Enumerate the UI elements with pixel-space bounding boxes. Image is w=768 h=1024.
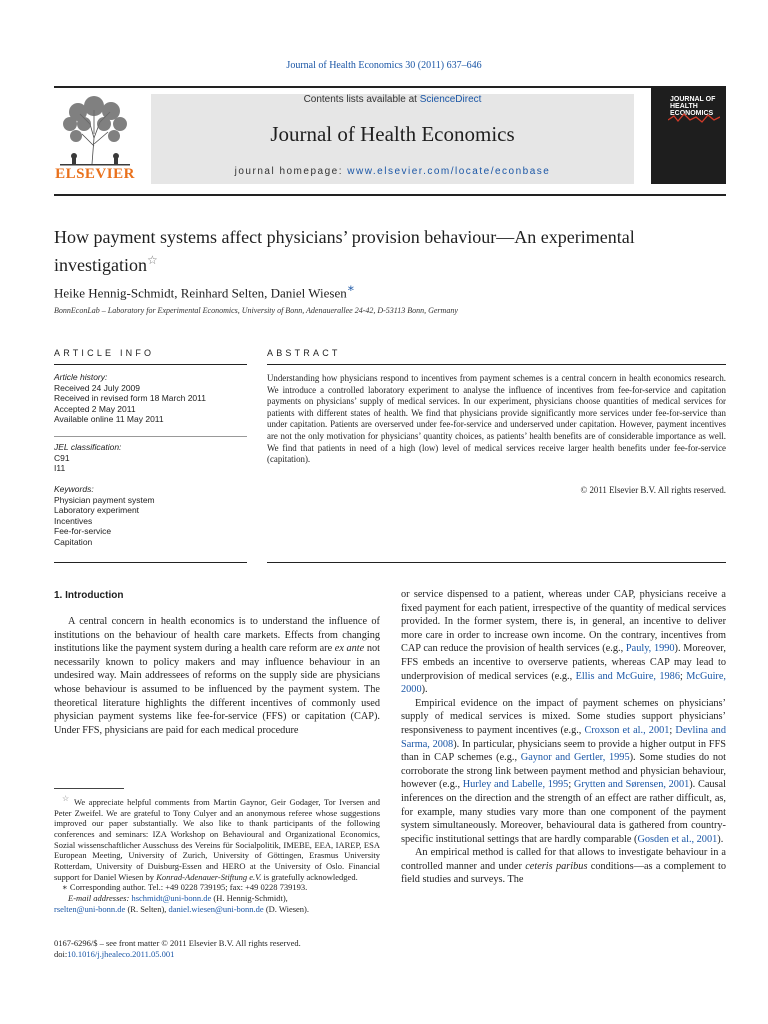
text-run: ). Causal inferences on the direction and the strength of an effect are rather difficult, as, for example, many studies vary more than one component of the payment system simultaneously. Moreover, behavioural data is gathered from country-specific institutional settings that are hardly comparable ( xyxy=(401,779,726,845)
text-run-italic: ex ante xyxy=(334,643,365,655)
text-run: ). In particular, physicians seem to provide a higher output in FFS than in CAP schemes (e.g., xyxy=(401,738,726,764)
paragraph xyxy=(401,588,726,697)
email-link[interactable]: hschmidt@uni-bonn.de xyxy=(131,893,212,904)
text-run: We appreciate helpful comments from Martin Gaynor, Geir Godager, Tor Iversen and Peter Zweifel. We are grateful to Tony Culyer and an anonymous referee whose suggestions improved our paper substantially. We also like to thank participants of the following conferences and seminars: IZA Workshop on Behavioural and Organizational Economics, Sozial wissenschaftlicher Ausschuss des Vereins für Socialpolitik, IMEBE, EEA, IAREP, ESA European Meeting, University of Zurich, University of Göttingen, Erasmus University Rotterdam, University of Duisburg-Essen and HERO at the University of Oslo. Financial support for Daniel Wiesen by xyxy=(54,796,381,882)
text-run: (H. Hennig-Schmidt), xyxy=(211,893,288,904)
keyword-item: Laboratory experiment xyxy=(54,505,140,516)
author-list xyxy=(54,281,355,301)
reference-link[interactable]: Gosden et al., 2001 xyxy=(637,833,718,845)
jel-code: C91 xyxy=(54,452,70,463)
article-info-divider xyxy=(54,436,247,437)
footnote-star-icon: ☆ xyxy=(62,794,71,803)
keyword-item: Physician payment system xyxy=(54,494,155,505)
text-run: ; xyxy=(669,724,676,736)
keyword-item: Fee-for-service xyxy=(54,526,112,537)
abstract-rule xyxy=(267,364,726,365)
text-run: or service dispensed to a patient, whereas under CAP, physicians receive a fixed payment for each patient, irrespective of the quantity of medical services provided. In the former system, there is, in general, an incentive to deliver more care in order to increase own income. On the contrary, incentives from CAP can reduce the provision of health services (e.g., xyxy=(401,589,726,655)
homepage-prefix: journal homepage: xyxy=(234,166,348,177)
jel-label: JEL classification: xyxy=(54,442,122,452)
text-run: conditions—as a complement to field studies and surveys. The xyxy=(401,860,726,886)
text-run-italic: ceteris paribus xyxy=(525,860,588,872)
history-online: Available online 11 May 2011 xyxy=(54,414,164,425)
text-run: ). Some studies do not corroborate the strong link between payment method and physician behaviour, however (e.g., xyxy=(401,752,726,791)
article-info-rule xyxy=(54,364,247,365)
journal-homepage xyxy=(151,166,634,177)
history-revised: Received in revised form 18 March 2011 xyxy=(54,393,206,404)
reference-link[interactable]: Croxson et al., 2001 xyxy=(584,724,670,736)
tree-icon xyxy=(54,94,136,166)
author-names: Heike Hennig-Schmidt, Reinhard Selten, Daniel Wiesen xyxy=(54,285,347,301)
abstract-heading: ABSTRACT xyxy=(267,348,341,358)
text-run: ). Moreover, FFS embeds an incentive to overserve patients, whereas CAP may lead to underprovision of medical services (e.g., xyxy=(401,643,727,682)
contents-prefix: Contents lists available at xyxy=(303,94,420,105)
abstract-text: Understanding how physicians respond to incentives from payment schemes is a central concern in health economics research. We introduce a controlled laboratory experiment to analyse the influence of incentives from fee-for-service and capitation payments on physicians’ supply of medical services. In our experiment, physicians choose quantities of medical services for patients with different states of health. We find that physicians provide significantly more services under fee-for-service than under capitation. Patients are overserved under fee-for-service and underserved under capitation. However, payment incentives are not the only motivation for physicians’ quantity choices, as patients’ health benefits are of considerable importance as well. We find that patients in need of a high (low) level of medical services receive larger health benefits under fee-for-service (capitation). xyxy=(267,373,726,465)
cover-title: JOURNAL OF HEALTH ECONOMICS xyxy=(670,96,716,117)
doi-link[interactable]: 10.1016/j.jhealeco.2011.05.001 xyxy=(67,949,175,959)
footnote-emails xyxy=(54,893,380,914)
reference-link[interactable]: McGuire, 2000 xyxy=(401,670,727,696)
elsevier-wordmark: ELSEVIER xyxy=(55,166,135,182)
article-title-text: How payment systems affect physicians’ provision behaviour—An experimental investigation xyxy=(54,227,635,275)
section-heading-introduction: 1. Introduction xyxy=(54,590,124,601)
reference-link[interactable]: Gaynor and Gertler, 1995 xyxy=(520,752,630,764)
text-run: ). xyxy=(717,833,724,845)
corresponding-author-mark-icon[interactable]: ∗ xyxy=(346,281,355,295)
issn-line: 0167-6296/$ – see front matter © 2011 Elsevier B.V. All rights reserved. xyxy=(54,938,301,948)
text-run: A central concern in health economics is to understand the influence of institutions on the behaviour of health care markets. Effects from changing institutions like the payment system during a health care reform are xyxy=(54,616,380,655)
email-link[interactable]: rselten@uni-bonn.de xyxy=(54,903,126,914)
homepage-link[interactable]: www.elsevier.com/locate/econbase xyxy=(347,166,551,177)
paragraph xyxy=(401,846,726,887)
affiliation: BonnEconLab – Laboratory for Experimental Economics, University of Bonn, Adenauerallee 24-42, D-53113 Bonn, Germany xyxy=(54,306,458,315)
text-run: Corresponding author. Tel.: +49 0228 739195; fax: +49 0228 739193. xyxy=(69,882,308,893)
body-column-left xyxy=(54,615,380,737)
header-rule-top xyxy=(54,86,726,88)
keywords xyxy=(54,484,247,548)
cover-wave-icon xyxy=(668,112,720,124)
text-run: is gratefully acknowledged. xyxy=(261,871,358,882)
text-run: ; xyxy=(679,670,687,682)
text-run: (D. Wiesen). xyxy=(263,903,309,914)
journal-title: Journal of Health Economics xyxy=(270,122,515,146)
text-run-italic: Konrad-Adenauer-Stiftung e.V. xyxy=(156,871,262,882)
body-column-right xyxy=(401,588,726,887)
reference-link[interactable]: Ellis and McGuire, 1986 xyxy=(575,670,680,682)
text-run: ; xyxy=(568,779,574,791)
header-rule-bottom xyxy=(54,194,726,196)
front-matter-info xyxy=(54,938,301,960)
keywords-label: Keywords: xyxy=(54,484,94,494)
footnotes xyxy=(54,794,380,915)
text-run: not necessarily known to policy makers and may influence behaviour in an undesired way. Main addressees of reforms on the supply side are physicians whose behaviour is assumed to be influenced by the payment system. The theoretical literature highlights the different incentives of commonly used physician payment systems like fee-for-service (FFS) or capitation (CAP). Under FFS, physicians are paid for each medical procedure xyxy=(54,643,380,736)
contents-line xyxy=(151,94,634,105)
text-run: Empirical evidence on the impact of payment schemes on physicians’ supply of medical services is mixed. Some studies support physicians’ responsiveness to payment incentives (e.g., xyxy=(401,697,726,736)
reference-link[interactable]: Hurley and Labelle, 1995 xyxy=(462,779,569,791)
info-bottom-rule xyxy=(54,562,247,563)
text-run: An empirical method is called for that allows to investigate behaviour in a controlled manner and under xyxy=(401,847,726,872)
history-accepted: Accepted 2 May 2011 xyxy=(54,403,136,414)
jel-classification xyxy=(54,442,247,474)
footnote-acknowledgement xyxy=(54,794,380,882)
title-footnote-star-icon[interactable]: ☆ xyxy=(147,253,158,267)
abstract-copyright: © 2011 Elsevier B.V. All rights reserved. xyxy=(580,485,726,495)
text-run: ). xyxy=(421,684,428,696)
text-run: (R. Selten), xyxy=(125,903,169,914)
email-link[interactable]: daniel.wiesen@uni-bonn.de xyxy=(168,903,264,914)
article-title xyxy=(54,226,734,277)
history-label: Article history: xyxy=(54,372,108,382)
footnote-corresponding xyxy=(54,882,380,893)
doi-label: doi: xyxy=(54,949,68,959)
sciencedirect-link[interactable]: ScienceDirect xyxy=(419,94,482,105)
abstract-bottom-rule xyxy=(267,562,726,563)
doi-line xyxy=(54,949,301,960)
article-info-heading: ARTICLE INFO xyxy=(54,348,155,358)
history-received: Received 24 July 2009 xyxy=(54,382,141,393)
footnote-rule xyxy=(54,788,124,789)
journal-citation[interactable]: Journal of Health Economics 30 (2011) 637–646 xyxy=(286,60,482,71)
article-history xyxy=(54,372,247,425)
paragraph xyxy=(54,615,380,737)
reference-link[interactable]: Pauly, 1990 xyxy=(625,643,675,655)
paragraph xyxy=(401,697,726,847)
reference-link[interactable]: Grytten and Sørensen, 2001 xyxy=(573,779,690,791)
email-label: E-mail addresses: xyxy=(68,893,130,904)
footnote-asterisk-icon: ∗ xyxy=(62,882,68,893)
keyword-item: Incentives xyxy=(54,515,93,526)
keyword-item: Capitation xyxy=(54,536,93,547)
reference-link[interactable]: Devlina and Sarma, 2008 xyxy=(401,724,726,750)
jel-code: I11 xyxy=(54,463,66,474)
